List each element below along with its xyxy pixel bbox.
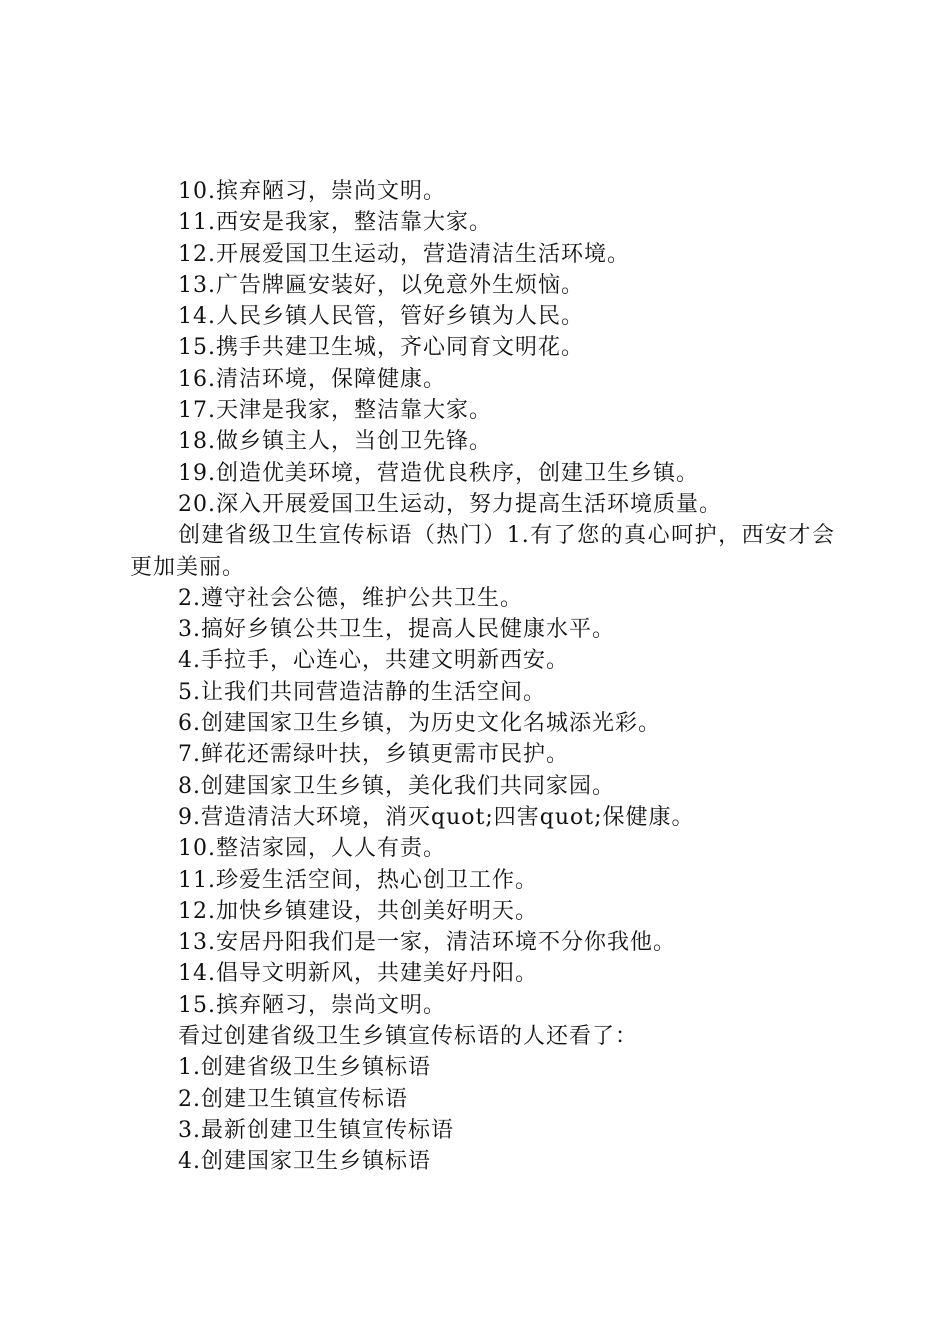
slogan-line: 13.安居丹阳我们是一家，清洁环境不分你我他。 [178, 930, 676, 956]
slogan-line: 14.人民乡镇人民管，管好乡镇为人民。 [178, 304, 584, 330]
slogan-line: 17.天津是我家，整洁靠大家。 [178, 398, 492, 424]
slogan-line: 10.整洁家园，人人有责。 [178, 836, 446, 862]
related-link[interactable]: 1.创建省级卫生乡镇标语 [178, 1055, 431, 1081]
slogan-line: 14.倡导文明新风，共建美好丹阳。 [178, 961, 538, 987]
related-link[interactable]: 2.创建卫生镇宣传标语 [178, 1086, 408, 1112]
slogan-line: 19.创造优美环境，营造优良秩序，创建卫生乡镇。 [178, 460, 699, 486]
slogan-line: 6.创建国家卫生乡镇，为历史文化名城添光彩。 [178, 711, 661, 737]
slogan-line: 10.摈弃陋习，崇尚文明。 [178, 179, 446, 204]
slogan-line: 7.鲜花还需绿叶扶，乡镇更需市民护。 [178, 742, 569, 768]
slogan-line: 15.摈弃陋习，崇尚文明。 [178, 992, 446, 1018]
slogan-line: 5.让我们共同营造洁静的生活空间。 [178, 679, 546, 705]
slogan-line: 12.开展爱国卫生运动，营造清洁生活环境。 [178, 241, 630, 267]
slogan-line: 3.搞好乡镇公共卫生，提高人民健康水平。 [178, 617, 615, 643]
slogan-line: 12.加快乡镇建设，共创美好明天。 [178, 898, 538, 924]
document-body [130, 176, 835, 1178]
related-heading: 看过创建省级卫生乡镇宣传标语的人还看了： [178, 1024, 639, 1050]
section-heading-paragraph: 创建省级卫生宣传标语（热门）1.有了您的真心呵护，西安才会更加美丽。 [130, 523, 835, 580]
slogan-line: 16.清洁环境，保障健康。 [178, 366, 446, 392]
slogan-line: 11.珍爱生活空间，热心创卫工作。 [178, 867, 538, 893]
related-link[interactable]: 4.创建国家卫生乡镇标语 [178, 1149, 431, 1175]
slogan-line: 20.深入开展爱国卫生运动，努力提高生活环境质量。 [178, 491, 722, 517]
related-link[interactable]: 3.最新创建卫生镇宣传标语 [178, 1117, 454, 1143]
slogan-line: 13.广告牌匾安装好，以免意外生烦恼。 [178, 272, 584, 298]
slogan-line: 2.遵守社会公德，维护公共卫生。 [178, 585, 523, 611]
slogan-line: 9.营造清洁大环境，消灭quot;四害quot;保健康。 [178, 804, 695, 830]
slogan-line: 15.携手共建卫生城，齐心同育文明花。 [178, 335, 584, 361]
slogan-line: 11.西安是我家，整洁靠大家。 [178, 210, 492, 236]
slogan-line: 4.手拉手，心连心，共建文明新西安。 [178, 648, 569, 674]
slogan-line: 18.做乡镇主人，当创卫先锋。 [178, 429, 492, 455]
slogan-line: 8.创建国家卫生乡镇，美化我们共同家园。 [178, 773, 615, 799]
